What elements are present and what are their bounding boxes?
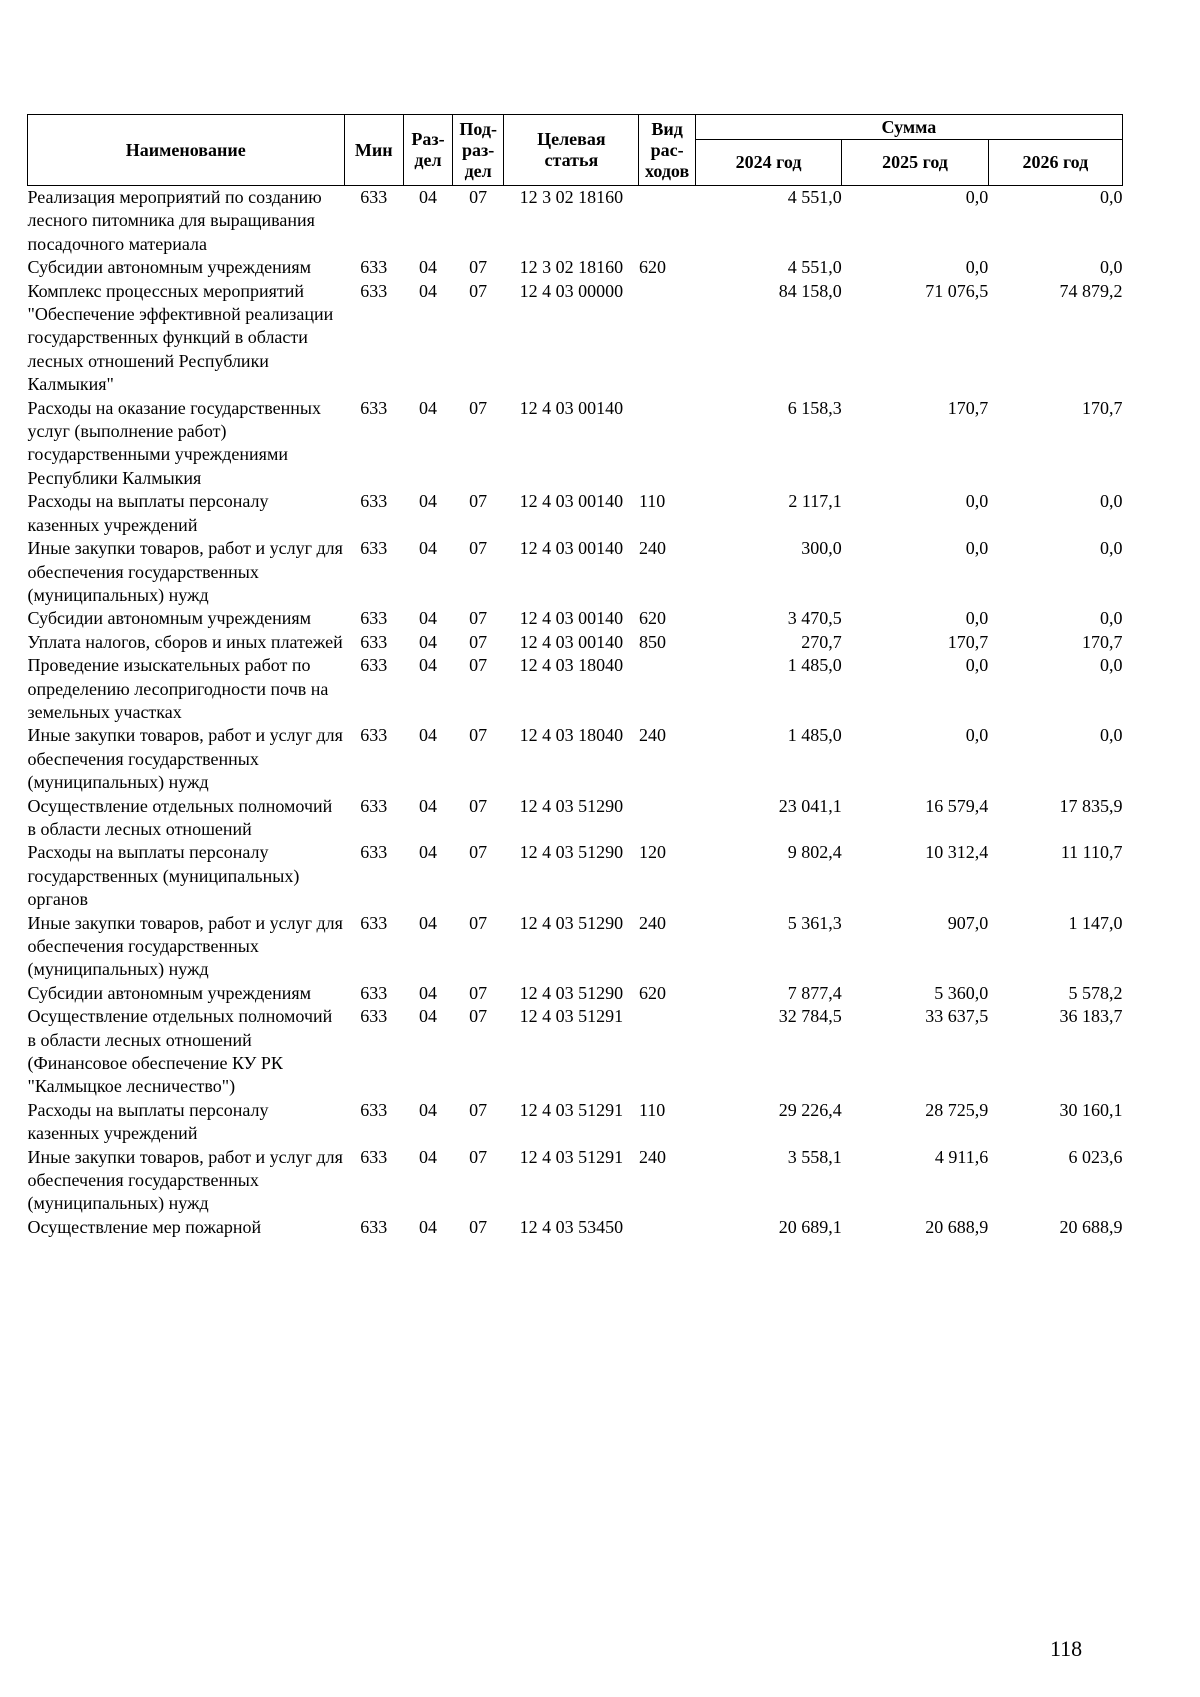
cell-podrazdel: 07	[469, 397, 488, 418]
cell-target: 12 4 03 00140	[519, 491, 624, 512]
cell-podrazdel: 07	[469, 631, 488, 652]
cell-2024: 32 784,5	[778, 1006, 842, 1027]
cell-2026: 1 147,0	[1068, 912, 1123, 933]
cell-2025: 0,0	[965, 608, 989, 629]
table-row	[28, 280, 1123, 397]
cell-vid: 620	[638, 982, 666, 1003]
cell-min: 633	[360, 1216, 388, 1237]
cell-podrazdel: 07	[469, 795, 488, 816]
cell-2024: 23 041,1	[778, 795, 842, 816]
cell-podrazdel: 07	[469, 491, 488, 512]
cell-2026: 6 023,6	[1068, 1146, 1123, 1167]
cell-name: Расходы на выплаты персоналу казенных учреждений	[27, 1099, 269, 1144]
cell-2026: 36 183,7	[1059, 1006, 1123, 1027]
cell-target: 12 4 03 51290	[519, 842, 624, 863]
cell-min: 633	[360, 1099, 388, 1120]
cell-2024: 4 551,0	[787, 187, 842, 207]
cell-target: 12 4 03 00140	[519, 397, 624, 418]
cell-2025: 4 911,6	[934, 1146, 989, 1167]
cell-min: 633	[360, 631, 388, 652]
cell-2026: 0,0	[1100, 187, 1123, 207]
cell-min: 633	[360, 187, 388, 207]
cell-vid	[639, 795, 695, 842]
cell-razdel: 04	[418, 1099, 437, 1120]
table-row	[28, 724, 1123, 794]
cell-podrazdel: 07	[469, 842, 488, 863]
cell-2024: 270,7	[801, 631, 842, 652]
cell-min: 633	[360, 280, 388, 301]
cell-2024: 9 802,4	[787, 842, 842, 863]
table-row	[28, 537, 1123, 607]
cell-razdel: 04	[418, 491, 437, 512]
cell-target: 12 4 03 51290	[519, 795, 624, 816]
cell-razdel: 04	[418, 982, 437, 1003]
cell-vid: 110	[638, 491, 666, 512]
cell-2024: 3 470,5	[787, 608, 842, 629]
cell-target: 12 4 03 00140	[519, 608, 624, 629]
table-row	[28, 1146, 1123, 1216]
header-target: Целевая статья	[504, 115, 639, 186]
header-2026: 2026 год	[988, 140, 1122, 186]
cell-vid: 620	[638, 608, 666, 629]
table-row	[28, 1099, 1123, 1146]
cell-2026: 17 835,9	[1059, 795, 1123, 816]
cell-min: 633	[360, 655, 388, 676]
cell-2026: 0,0	[1100, 608, 1123, 629]
cell-podrazdel: 07	[469, 655, 488, 676]
cell-vid	[639, 397, 695, 491]
cell-vid: 240	[638, 725, 666, 746]
cell-2024: 20 689,1	[778, 1216, 842, 1237]
page-number: 118	[1050, 1636, 1083, 1661]
cell-2024: 7 877,4	[787, 982, 842, 1003]
cell-name: Осуществление отдельных полномочий в области лесных отношений	[27, 795, 333, 839]
cell-podrazdel: 07	[469, 538, 488, 559]
cell-razdel: 04	[418, 187, 437, 207]
cell-target: 12 4 03 00140	[519, 631, 624, 652]
cell-target: 12 4 03 18040	[519, 725, 624, 746]
cell-2025: 0,0	[965, 491, 989, 512]
cell-target: 12 4 03 51291	[519, 1099, 624, 1120]
header-vid: Вид рас- ходов	[639, 115, 695, 186]
cell-2026: 0,0	[1100, 538, 1123, 559]
cell-name: Субсидии автономным учреждениям	[27, 982, 312, 1003]
cell-target: 12 3 02 18160	[519, 187, 624, 207]
cell-2026: 20 688,9	[1059, 1216, 1123, 1237]
cell-2026: 74 879,2	[1059, 280, 1123, 301]
header-podrazdel: Под- раз- дел	[453, 115, 504, 186]
cell-2025: 20 688,9	[925, 1216, 989, 1237]
table-row	[28, 256, 1123, 279]
cell-podrazdel: 07	[469, 187, 488, 207]
cell-name: Уплата налогов, сборов и иных платежей	[27, 631, 343, 652]
cell-razdel: 04	[418, 257, 437, 278]
header-razdel: Раз- дел	[403, 115, 452, 186]
cell-name: Расходы на выплаты персоналу казенных учреждений	[27, 491, 269, 535]
cell-2025: 0,0	[965, 257, 989, 278]
cell-min: 633	[360, 982, 388, 1003]
cell-2025: 16 579,4	[925, 795, 989, 816]
cell-2024: 1 485,0	[787, 725, 842, 746]
cell-razdel: 04	[418, 538, 437, 559]
cell-vid	[639, 1216, 695, 1239]
table-row	[28, 631, 1123, 654]
cell-razdel: 04	[418, 842, 437, 863]
cell-name: Расходы на оказание государственных услуг (выполнение работ) государственными учреждениями Республики Калмыкия	[27, 397, 321, 488]
cell-2026: 170,7	[1082, 631, 1123, 652]
cell-2025: 71 076,5	[925, 280, 989, 301]
cell-min: 633	[360, 491, 388, 512]
cell-target: 12 4 03 18040	[519, 655, 624, 676]
cell-2025: 33 637,5	[925, 1006, 989, 1027]
cell-podrazdel: 07	[469, 725, 488, 746]
cell-2025: 170,7	[947, 397, 989, 418]
cell-min: 633	[360, 842, 388, 863]
cell-name: Осуществление мер пожарной	[27, 1216, 262, 1237]
cell-2025: 170,7	[947, 631, 989, 652]
cell-2024: 2 117,1	[788, 491, 842, 512]
cell-razdel: 04	[418, 725, 437, 746]
cell-podrazdel: 07	[469, 1099, 488, 1120]
budget-table	[27, 114, 1123, 1239]
cell-name: Иные закупки товаров, работ и услуг для обеспечения государственных (муниципальных) нужд	[27, 1146, 343, 1214]
cell-podrazdel: 07	[469, 280, 488, 301]
cell-2025: 0,0	[965, 655, 989, 676]
cell-target: 12 3 02 18160	[519, 257, 624, 278]
cell-vid: 110	[638, 1099, 666, 1120]
cell-podrazdel: 07	[469, 1146, 488, 1167]
cell-podrazdel: 07	[469, 982, 488, 1003]
table-body	[28, 186, 1123, 1240]
cell-name: Субсидии автономным учреждениям	[27, 257, 312, 278]
cell-2026: 11 110,7	[1060, 842, 1123, 863]
cell-vid: 240	[638, 1146, 666, 1167]
cell-vid: 240	[638, 538, 666, 559]
cell-razdel: 04	[418, 608, 437, 629]
cell-2025: 0,0	[965, 538, 989, 559]
table-row	[28, 795, 1123, 842]
cell-razdel: 04	[418, 631, 437, 652]
table-row	[28, 654, 1123, 724]
table-row	[28, 841, 1123, 911]
table-row	[28, 607, 1123, 630]
cell-2025: 28 725,9	[925, 1099, 989, 1120]
cell-razdel: 04	[418, 280, 437, 301]
header-2025: 2025 год	[842, 140, 988, 186]
cell-podrazdel: 07	[469, 257, 488, 278]
cell-vid	[639, 186, 695, 257]
cell-vid	[639, 654, 695, 724]
cell-vid: 620	[638, 257, 666, 278]
cell-razdel: 04	[418, 1146, 437, 1167]
cell-razdel: 04	[418, 397, 437, 418]
cell-min: 633	[360, 912, 388, 933]
cell-min: 633	[360, 795, 388, 816]
cell-name: Осуществление отдельных полномочий в области лесных отношений (Финансовое обеспечение КУ РК "Калмыцкое лесничество")	[27, 1006, 333, 1097]
cell-min: 633	[360, 1006, 388, 1027]
cell-target: 12 4 03 51291	[519, 1006, 624, 1027]
cell-2026: 5 578,2	[1068, 982, 1123, 1003]
cell-2024: 5 361,3	[787, 912, 842, 933]
cell-name: Иные закупки товаров, работ и услуг для обеспечения государственных (муниципальных) нужд	[27, 725, 343, 793]
cell-2026: 170,7	[1082, 397, 1123, 418]
cell-2024: 29 226,4	[778, 1099, 842, 1120]
cell-podrazdel: 07	[469, 1006, 488, 1027]
cell-2025: 5 360,0	[934, 982, 989, 1003]
cell-name: Комплекс процессных мероприятий "Обеспечение эффективной реализации государственных функций в области лесных отношений Республики Калмыкия"	[27, 280, 334, 395]
table-row	[28, 490, 1123, 537]
cell-vid: 850	[638, 631, 666, 652]
cell-name: Иные закупки товаров, работ и услуг для обеспечения государственных (муниципальных) нужд	[27, 538, 343, 605]
cell-2026: 0,0	[1100, 725, 1123, 746]
cell-razdel: 04	[418, 655, 437, 676]
cell-name: Реализация мероприятий по созданию лесного питомника для выращивания посадочного материала	[27, 187, 322, 254]
header-min: Мин	[344, 115, 403, 186]
cell-vid: 240	[638, 912, 666, 933]
cell-podrazdel: 07	[469, 912, 488, 933]
cell-2024: 4 551,0	[787, 257, 842, 278]
table-row	[28, 1005, 1123, 1099]
cell-razdel: 04	[418, 1216, 437, 1237]
cell-min: 633	[360, 1146, 388, 1167]
cell-2025: 907,0	[947, 912, 989, 933]
cell-min: 633	[360, 608, 388, 629]
cell-2026: 0,0	[1100, 257, 1123, 278]
cell-target: 12 4 03 00000	[519, 280, 624, 301]
cell-2025: 0,0	[965, 725, 989, 746]
header-2024: 2024 год	[695, 140, 841, 186]
cell-target: 12 4 03 51290	[519, 912, 624, 933]
cell-min: 633	[360, 397, 388, 418]
header-name: Наименование	[28, 115, 345, 186]
cell-target: 12 4 03 00140	[519, 538, 624, 559]
cell-min: 633	[360, 257, 388, 278]
cell-name: Проведение изыскательных работ по определению лесопригодности почв на земельных участках	[27, 655, 329, 722]
cell-2025: 10 312,4	[925, 842, 989, 863]
cell-vid: 120	[638, 842, 666, 863]
cell-name: Расходы на выплаты персоналу государственных (муниципальных) органов	[27, 842, 300, 910]
cell-target: 12 4 03 53450	[519, 1216, 624, 1237]
cell-2024: 1 485,0	[787, 655, 842, 676]
table-row	[28, 397, 1123, 491]
cell-vid	[639, 280, 695, 397]
cell-2026: 0,0	[1100, 491, 1123, 512]
cell-2024: 3 558,1	[787, 1146, 842, 1167]
cell-target: 12 4 03 51291	[519, 1146, 624, 1167]
cell-razdel: 04	[418, 795, 437, 816]
cell-2025: 0,0	[965, 187, 989, 207]
table-row	[28, 912, 1123, 982]
header-summa: Сумма	[695, 115, 1122, 140]
cell-2024: 300,0	[801, 538, 842, 559]
cell-min: 633	[360, 538, 388, 559]
table-row	[28, 186, 1123, 257]
cell-vid	[639, 1005, 695, 1099]
cell-podrazdel: 07	[469, 608, 488, 629]
cell-razdel: 04	[418, 1006, 437, 1027]
table-row	[28, 1216, 1123, 1239]
cell-razdel: 04	[418, 912, 437, 933]
cell-name: Иные закупки товаров, работ и услуг для обеспечения государственных (муниципальных) нужд	[27, 912, 343, 980]
cell-2024: 6 158,3	[787, 397, 842, 418]
cell-2026: 30 160,1	[1059, 1099, 1123, 1120]
cell-podrazdel: 07	[469, 1216, 488, 1237]
cell-min: 633	[360, 725, 388, 746]
cell-2026: 0,0	[1100, 655, 1123, 676]
table-row	[28, 982, 1123, 1005]
cell-2024: 84 158,0	[778, 280, 842, 301]
cell-target: 12 4 03 51290	[519, 982, 624, 1003]
cell-name: Субсидии автономным учреждениям	[27, 608, 312, 629]
